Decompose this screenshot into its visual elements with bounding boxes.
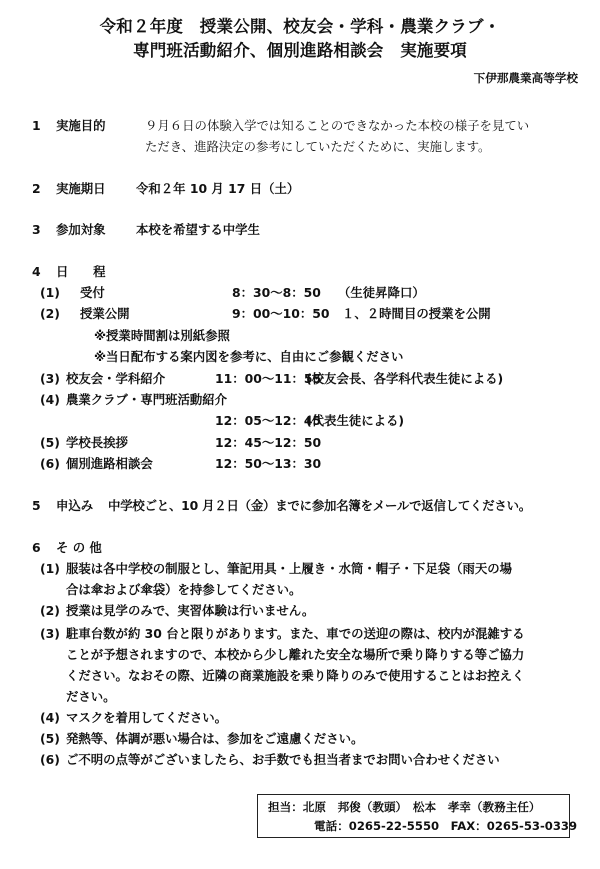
schedule-item-time: 12：05～12：45 [215,413,322,428]
section-number: 6 [32,540,41,555]
section-number: 3 [32,222,41,237]
schedule-item-note: １、２時間目の授業を公開 [342,306,491,321]
schedule-item-name: 授業公開 [80,306,130,321]
other-item-line: ください。なおその際、近隣の商業施設を乗り降りのみで使用することはお控えく [66,668,525,683]
event-date: 令和２年 10 月 17 日（土） [136,181,300,196]
section-label-application: 申込み [56,498,94,513]
other-item-number: (6) [40,752,60,767]
schedule-item-number: (3) [40,371,60,386]
schedule-item-number: (6) [40,456,60,471]
other-item-line: ださい。 [66,689,116,704]
document-title-line1: 令和２年度 授業公開、校友会・学科・農業クラブ・ [99,17,501,36]
contact-phone-fax: 電話：0265-22-5550 FAX：0265-53-0339 [314,819,578,833]
other-item-line: ご不明の点等がございましたら、お手数でも担当者までお問い合わせください [66,752,500,767]
section-label-target: 参加対象 [56,222,106,237]
schedule-item-time: 11：00～11：55 [215,371,322,386]
other-item-line: マスクを着用してください。 [66,710,228,725]
schedule-item-name: 学校長挨拶 [66,435,128,450]
schedule-item-name: 個別進路相談会 [66,456,153,471]
schedule-item-name: 農業クラブ・専門班活動紹介 [66,392,228,407]
document-title-line2: 専門班活動紹介、個別進路相談会 実施要項 [133,41,467,60]
section-label-other: そ の 他 [56,540,102,555]
schedule-item-time: 8：30～8：50 [232,285,321,300]
section-number: 5 [32,498,41,513]
section-number: 1 [32,118,41,133]
schedule-item-note: (校友会長、各学科代表生徒による) [306,371,504,386]
other-item-number: (3) [40,626,60,641]
purpose-text-line2: ただき、進路決定の参考にしていただくために、実施します。 [145,139,491,154]
section-label-schedule: 日 程 [56,264,106,279]
schedule-item-number: (1) [40,285,60,300]
contact-persons: 担当：北原 邦俊（教頭） 松本 孝幸（教務主任） [268,800,541,814]
other-item-number: (4) [40,710,60,725]
target-text: 本校を希望する中学生 [136,222,260,237]
schedule-sub-note: ※当日配布する案内図を参考に、自由にご参観ください [94,349,404,364]
schedule-sub-note: ※授業時間割は別紙参照 [94,328,230,343]
section-label-date: 実施期日 [56,181,106,196]
other-item-line: 駐車台数が約 30 台と限りがあります。また、車での送迎の際は、校内が混雑する [66,626,525,641]
section-label-purpose: 実施目的 [56,118,106,133]
schedule-item-number: (4) [40,392,60,407]
schedule-item-note: （生徒昇降口） [338,285,425,300]
schedule-item-time: 9：00～10：50 [232,306,330,321]
schedule-item-name: 校友会・学科紹介 [66,371,166,386]
purpose-text-line1: ９月６日の体験入学では知ることのできなかった本校の様子を見てい [145,118,530,133]
contact-box [257,794,578,838]
other-item-line: 服装は各中学校の制服とし、筆記用具・上履き・水筒・帽子・下足袋（雨天の場 [66,561,513,576]
section-number: 2 [32,181,41,196]
other-item-line: 発熱等、体調が悪い場合は、参加をご遠慮ください。 [66,731,364,746]
section-number: 4 [32,264,41,279]
schedule-item-number: (2) [40,306,60,321]
school-name: 下伊那農業高等学校 [473,71,578,85]
other-item-number: (1) [40,561,60,576]
schedule-item-number: (5) [40,435,60,450]
other-item-line: 合は傘および傘袋）を持参してください。 [66,582,302,597]
other-item-line: ことが予想されますので、本校から少し離れた安全な場所で乗り降りする等ご協力 [66,647,525,662]
schedule-item-note: (代表生徒による) [306,413,405,428]
schedule-item-name: 受付 [80,285,105,300]
schedule-item-time: 12：45～12：50 [215,435,322,450]
other-item-number: (5) [40,731,60,746]
other-item-line: 授業は見学のみで、実習体験は行いません。 [66,603,315,618]
application-text: 中学校ごと、10 月２日（金）までに参加名簿をメールで返信してください。 [108,498,531,513]
schedule-item-time: 12：50～13：30 [215,456,322,471]
other-item-number: (2) [40,603,60,618]
